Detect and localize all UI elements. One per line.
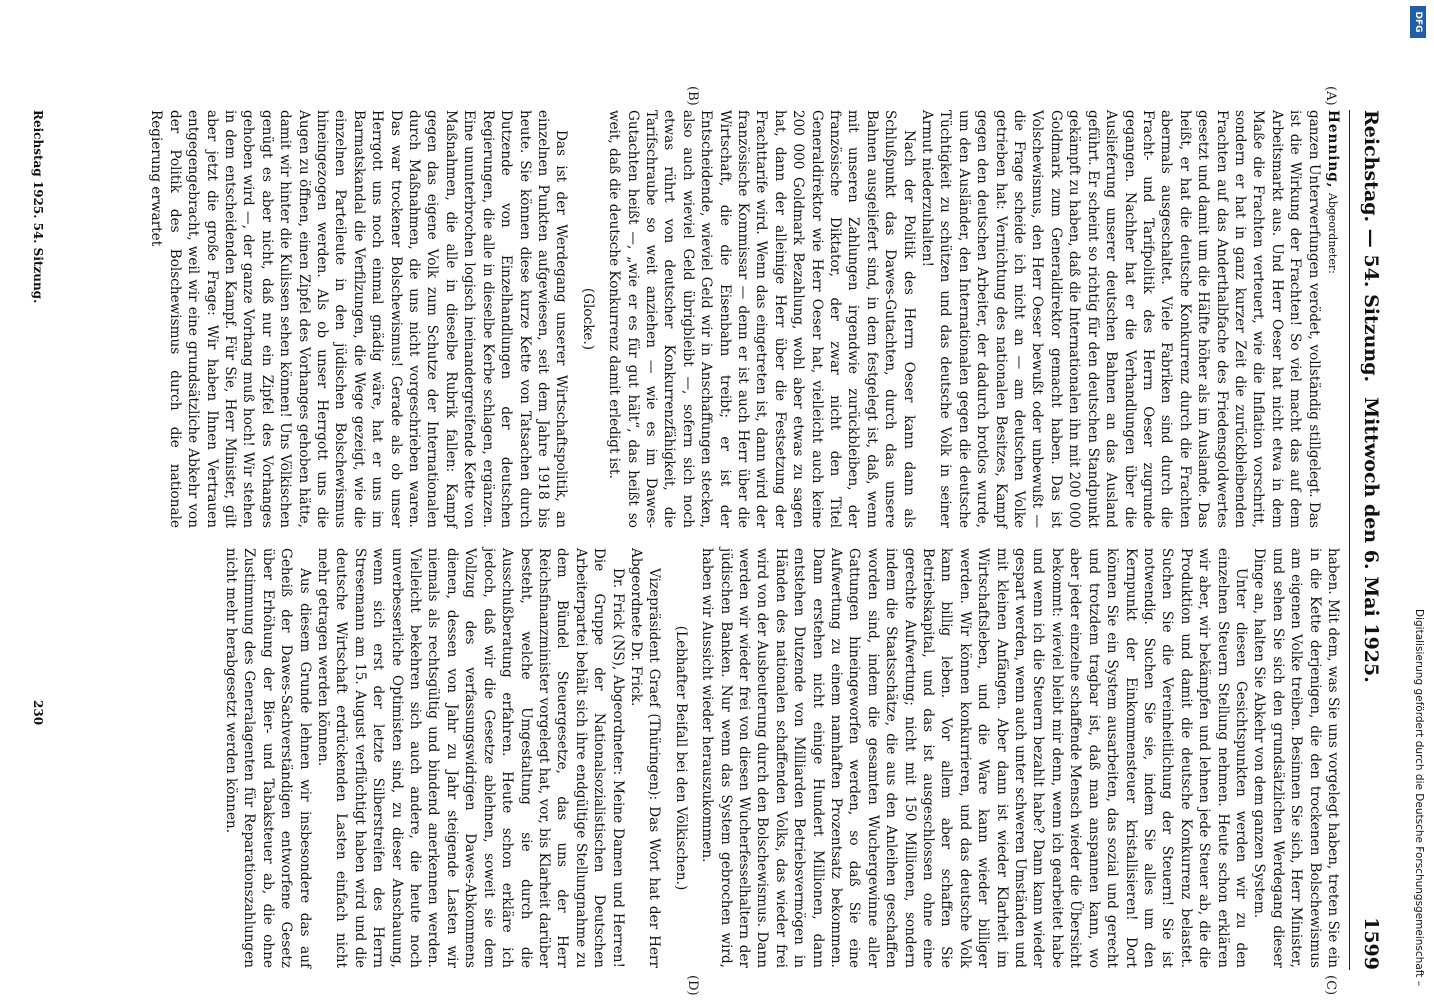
credit-text: Digitalisierung gefördert durch die Deutsche Forschungsgemeinschaft –: [1413, 609, 1425, 986]
margin-mark-b: (B): [685, 86, 700, 106]
left-column: [147, 110, 1342, 528]
speaker-role: Abgeordneter:: [1326, 192, 1339, 274]
paragraph: Unter diesen Gesichtspunkten werden wir zu den einzelnen Steuern Stellung nehmen. Heute schon erklären wir aber, wir bekämpfen und lehnen jede Steuer ab, die die Produktion und damit die deutsche Konkurrenz belastet. Suchen Sie die Vereinheitlichung der Steuern! Sie ist notwendig. Suchen Sie sie, indem Sie alles um den Kernpunkt der Einkommensteuer kristallisieren! Dort können Sie ein System ausarbeiten, das sozial und gerecht und trotzdem tragbar ist, daß man anspannen kann, wo aber jeder einzelne schaffende Mensch wieder die Übersicht bekommt: wieviel bleibt mir denn, wenn ich gearbeitet habe und wenn ich die Steuern bezahlt habe? Dann kann wieder gespart werden, wenn auch unter schweren Umständen und mit kleinen Anfängen. Aber dann ist wieder Klarheit im Wirtschaftsleben, und die Ware kann wieder billiger werden. Wir können konkurrieren, und das deutsche Volk kann billig leben. Vor allem aber schaffen Sie Betriebskapital, und das ist ausgeschlossen ohne eine gerechte Aufwertung; nicht mit 150 Millionen, sondern indem die Staatsschätze, die aus den Anleihen geschaffen worden sind, indem die gesamten Wuchergewinne aller Gattungen hineingeworfen werden, so daß Sie eine Aufwertung zu einem namhaften Prozentsatz bekommen. Dann erstehen nicht einige Hundert Millionen, dann entstehen Dutzende von Milliarden Betriebsvermögen in Händen des nationalen schaffenden Volks, das wieder frei wird von der Ausbeuterung durch den Bolschewismus. Dann werden wir wieder frei von diesen Wucherfesselhaltern der jüdischen Banken. Nur wenn das System gebrochen wird, haben wir Aussicht wieder herauszukommen.: [699, 548, 1249, 968]
header-rule: [1349, 110, 1350, 970]
footer-sheet-number: 230: [31, 700, 45, 726]
dfg-logo: [1410, 6, 1426, 38]
president-line: Vizepräsident Graef (Thüringen): Das Wort hat der Herr Abgeordnete Dr. Frick.: [627, 548, 663, 968]
interjection: (Lebhafter Beifall bei den Völkischen.): [672, 625, 689, 891]
margin-mark-c: (C): [1323, 975, 1338, 996]
header-date: Mittwoch den 6. Mai 1925.: [1360, 397, 1382, 683]
right-column: [222, 548, 1342, 968]
paragraph: haben. Mit dem, was Sie uns vorgelegt haben, treten Sie ein in die Kette derjenigen, die den trockenen Bolschewismus am eigenen Volke treiben. Besinnen Sie sich, Herr Minister, und sehen Sie sich den grundsätzlichen Werdegang dieser Dinge an, halten Sie Abkehr von dem ganzen System.: [1251, 548, 1341, 968]
paragraph: ganzen Unterwerfungen verödet, vollständig stillgelegt. Das ist die Wirkung der Frachten! So viel macht das auf dem Arbeitsmarkt aus. Und Herr Oeser hat nicht etwa in dem Maße die Frachten verteuert, wie die Inflation vorschritt, sondern er hat in ganz kurzer Zeit die zurückbleibenden Frachten auf das Anderthalbfache des Friedensgoldwertes gesetzt und damit um die Hälfte höher als im Auslande. Das heißt, er hat die deutsche Konkurrenz durch die Frachten abermals ausgeschaltet. Viele Fabriken sind durch die Fracht- und Tarifpolitik des Herrn Oeser zugrunde gegangen. Nachher hat er die Verhandlungen über die Auslieferung unserer deutschen Bahnen an das Ausland geführt. Er scheint so richtig für den deutschen Standpunkt gekämpft zu haben, daß die Internationalen ihn mit 200 000 Goldmark zum Generaldirektor gemacht haben. Das ist Volschewismus, den Herr Oeser bewußt oder unbewußt — die Frage scheide ich nicht an — am deutschen Volke getrieben hat: Vernichtung des nationalen Besitzes, Kampf gegen den deutschen Arbeiter, der dadurch brotlos wurde, um den Ausländer, den Internationalen gegen die deutsche Tüchtigkeit zu schützen und das deutsche Volk in seiner Armut niederzuhalten!: [919, 110, 1322, 528]
page-header: [1352, 110, 1382, 970]
paragraph: Nach der Politik des Herrn Oeser kann dann als Schlußpunkt das Dawes-Gutachten, durch das unsere Bahnen ausgeliefert sind, in dem festgelegt ist, daß, wenn mit unseren Zahlungen irgendwie zurückbleiben, der französische Diktator, der zwar nicht den Titel Generaldirektor wie Herr Oeser hat, vielleicht auch keine 200 000 Goldmark Bezahlung, wohl aber etwas zu sagen hat, dann der alleinige Herr über die Festsetzung der Frachttarife wird. Wenn das eingetreten ist, dann wird der französische Kommissar — denn er ist auch Herr über die Wirtschaft, die die Eisenbahn treibt; er ist der Entscheidende, wieviel Geld wir in Anschaffungen stecken, also auch wieviel Geld übrigbleibt —, sofern sich noch etwas rührt von deutscher Konkurrenzfähigkeit, die Tarifschraube so weit anziehen — wie es im Dawes-Gutachten heißt —, „wie er es für gut hält“, das heißt so weit, daß die deutsche Konkurrenz damit erledigt ist.: [606, 110, 917, 528]
paragraph: Das ist der Werdegang unserer Wirtschaftspolitik, an einzelnen Punkten aufgewiesen, seit dem Jahre 1918 bis heute. Sie können diese kurze Kette von Tatsachen durch Dutzende von Einzelhandlungen der deutschen Regierungen, die alle in dieselbe Kerbe schlagen, ergänzen. Eine ununterbrochen logisch ineinandergreifende Kette von Maßnahmen, die alle in dieselbe Rubrik fallen: Kampf gegen das eigene Volk zum Schutze der Internationalen durch Maßnahmen, die uns nicht vorgeschrieben waren. Das war trockener Bolschewismus! Gerade als ob unser Herrgott uns noch einmal gnädig wäre, hat er uns im Barmatskandal die Verfilzungen, die Wege gezeigt, wie die einzelnen Parteileute in den jüdischen Bolschewismus hineingezogen werden. Als ob unser Herrgott uns die Augen zu öffnen, einen Zipfel des Vorhanges gehoben hätte, damit wir hinter die Kulissen sehen können! Uns Völkischen genügt es aber nicht, daß nur ein Zipfel des Vorhanges gehoben wird —, der ganze Vorhang muß hoch! Wir stehen in dem entscheidenden Kampf. Für Sie, Herr Minister, gilt aber jetzt die große Frage: Wir haben Ihnen Vertrauen entgegengebracht, weil wir eine grundsätzliche Abkehr von der Politik des Bolschewismus durch die nationale Regierung erwartet: [148, 110, 570, 528]
paragraph: Dr. Frick (NS), Abgeordneter: Meine Damen und Herren! Die Gruppe der Nationalsozialistischen Deutschen Arbeiterpartei behält sich ihre endgültige Stellungnahme zu dem Bündel Steuergesetze, das uns der Herr Reichsfinanzminister vorgelegt hat, vor, bis Klarheit darüber besteht, welche Umgestaltung sie durch die Ausschußberatung erfahren. Heute schon erkläre ich jedoch, daß wir die Gesetze ablehnen, soweit sie dem Vollzug des verfassungswidrigen Dawes-Abkommens dienen, dessen von Jahr zu Jahr steigende Lasten wir niemals als rechtsgültig und bindend anerkennen werden. Vielleicht bekehren sich auch andere, die heute noch unverbesserliche Optimisten sind, zu dieser Anschauung, wenn sich erst der letzte Silberstreifen des Herrn Stresemann am 15. August verflüchtigt haben wird und die deutsche Wirtschaft erdrückenden Lasten einfach nicht mehr getragen werden können.: [315, 548, 626, 968]
margin-mark-a: (A): [1323, 86, 1338, 106]
footer-signature: Reichstag 1925. 54. Sitzung.: [31, 110, 45, 304]
interjection: (Glocke.): [579, 287, 596, 351]
digitization-credit: [1406, 0, 1432, 1000]
margin-mark-d: (D): [685, 975, 700, 996]
dfg-logo-text: DFG: [1413, 11, 1423, 33]
speaker-name: Henning,: [1325, 110, 1341, 189]
header-left: Reichstag. — 54. Sitzung.: [1360, 110, 1382, 383]
page-number: 1599: [1360, 917, 1382, 970]
paragraph: Aus diesem Grunde lehnen wir insbesondere das auf Geheiß der Dawes-Sachverständigen entworfene Gesetz über Erhöhung der Bier- und Tabaksteuer ab, die ohne Zustimmung des Generalagenten für Reparationszahlungen nicht mehr herabgesetzt werden können.: [223, 548, 313, 968]
speaker-heading: [1323, 110, 1342, 528]
